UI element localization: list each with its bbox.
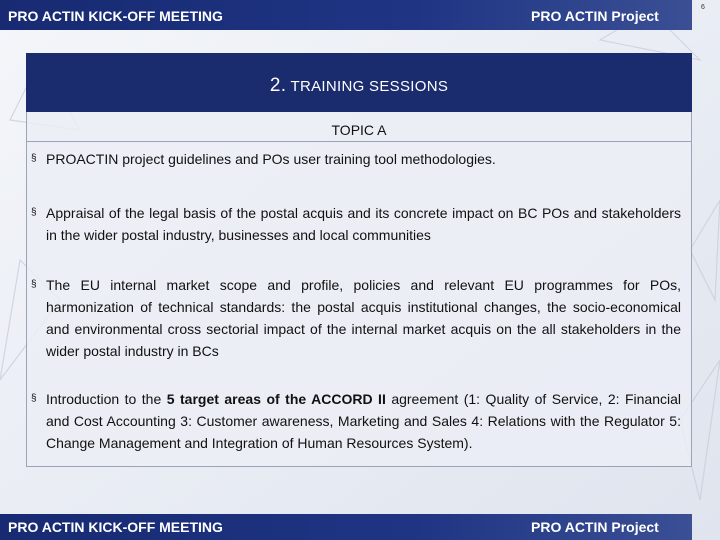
bullet-item — [31, 274, 681, 362]
bullet-item — [31, 148, 681, 170]
bullet-marker: § — [31, 207, 37, 218]
title-box — [26, 53, 692, 112]
footer-bar — [0, 514, 692, 540]
footer-right-text: PRO ACTIN Project — [531, 519, 659, 535]
header-left-text: PRO ACTIN KICK-OFF MEETING — [8, 8, 223, 24]
slide-title — [26, 75, 692, 97]
bullet-item — [31, 388, 681, 454]
bullet-text-post: agreement (1: Quality of Service, 2: Financial and Cost Accounting 3: Customer awareness, Marketing and Sales 4: Relations with the Regulator 5: Change Management and Integration of Human Resources System). — [46, 391, 682, 451]
title-text: TRAINING SESSIONS — [290, 78, 449, 95]
page-number: 6 — [701, 4, 705, 11]
bullet-text: Appraisal of the legal basis of the postal acquis and its concrete impact on BC POs and stakeholders in the wider postal industry, businesses and local communities — [46, 205, 681, 243]
content-panel — [26, 112, 692, 467]
bullet-marker: § — [31, 153, 37, 164]
topic-heading: TOPIC A — [27, 112, 691, 142]
title-number: 2. — [269, 75, 287, 96]
bullet-text-pre: Introduction to the — [46, 391, 167, 407]
bullet-item — [31, 202, 681, 246]
bullet-text: The EU internal market scope and profile, policies and relevant EU programmes for POs, harmonization of technical standards: the postal acquis institutional changes, the socio-economical and environmental cross sectorial impact of the internal market acquis on the all stakeholders in the wider postal industry in BCs — [46, 277, 681, 359]
bullet-marker: § — [31, 393, 37, 404]
bullet-text — [46, 388, 681, 454]
bullet-marker: § — [31, 279, 37, 290]
bullet-text: PROACTIN project guidelines and POs user training tool methodologies. — [46, 151, 496, 167]
header-bar — [0, 0, 692, 30]
bullet-text-bold: 5 target areas of the ACCORD II — [166, 391, 386, 407]
footer-left-text: PRO ACTIN KICK-OFF MEETING — [8, 519, 223, 535]
header-right-text: PRO ACTIN Project — [531, 8, 659, 24]
